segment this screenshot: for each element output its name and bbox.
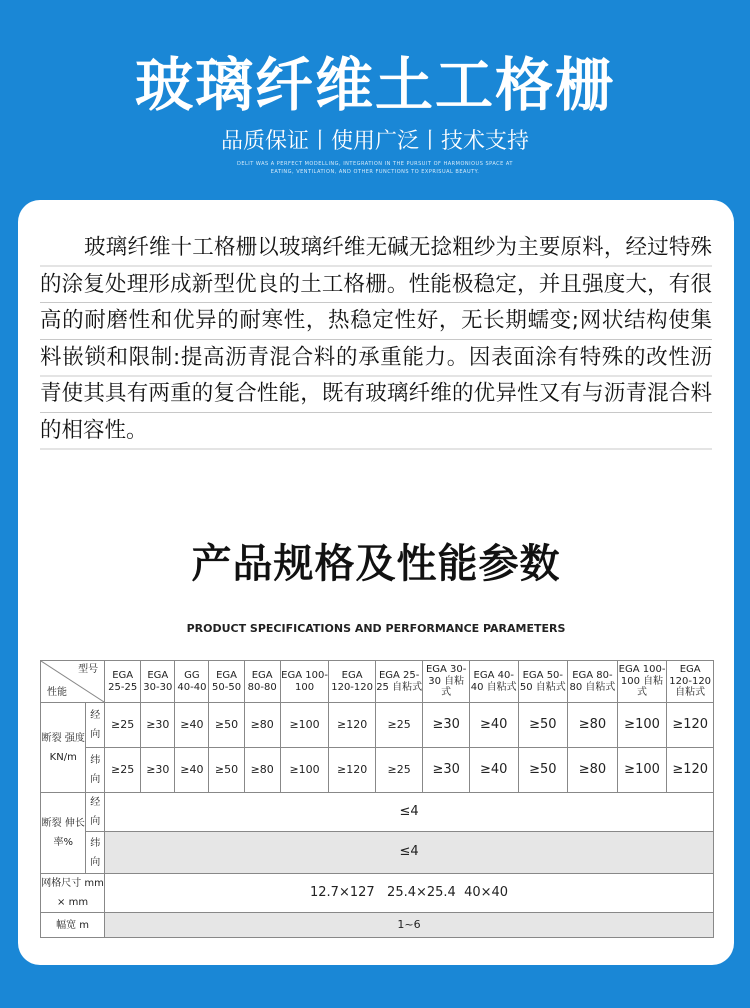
width-label: 幅宽 m	[41, 913, 105, 938]
strength-label: 断裂 强度 KN/m	[41, 703, 86, 793]
model-header: EGA 120-120	[329, 661, 376, 703]
strength-weft-cell: ≥100	[617, 748, 667, 793]
strength-warp-cell: ≥40	[175, 703, 209, 748]
model-header: EGA 30-30	[141, 661, 175, 703]
model-header: EGA 50-50 自粘式	[518, 661, 568, 703]
corner-cell	[41, 661, 105, 703]
strength-warp-row	[41, 703, 714, 748]
width-value: 1~6	[105, 913, 714, 938]
strength-weft-cell: ≥100	[280, 748, 329, 793]
elongation-warp-value: ≤4	[105, 793, 714, 832]
model-header: EGA 25-25	[105, 661, 141, 703]
page-title: 玻璃纤维土工格栅	[134, 51, 615, 119]
width-row	[41, 913, 714, 938]
strength-weft-cell: ≥30	[423, 748, 470, 793]
strength-weft-cell: ≥40	[469, 748, 518, 793]
strength-weft-cell: ≥120	[329, 748, 376, 793]
model-header: EGA 120-120 自粘式	[667, 661, 714, 703]
strength-warp-cell: ≥50	[209, 703, 244, 748]
spec-table	[40, 660, 714, 938]
elongation-label: 断裂 伸长 率%	[41, 793, 86, 874]
fine-print-line-1: DELIT WAS A PERFECT MODELLING, INTEGRATION IN THE PURSUIT OF HARMONIOUS SPACE AT	[237, 161, 513, 167]
spec-subtitle: PRODUCT SPECIFICATIONS AND PERFORMANCE PARAMETERS	[186, 622, 566, 635]
strength-warp-cell: ≥80	[568, 703, 618, 748]
strength-weft-cell: ≥80	[244, 748, 280, 793]
strength-weft-row	[41, 748, 714, 793]
strength-weft-cell: ≥40	[175, 748, 209, 793]
strength-warp-cell: ≥120	[667, 703, 714, 748]
strength-warp-cell: ≥50	[518, 703, 568, 748]
model-header: GG 40-40	[175, 661, 209, 703]
table-header-row	[41, 661, 714, 703]
model-header: EGA 40-40 自粘式	[469, 661, 518, 703]
strength-weft-cell: ≥50	[209, 748, 244, 793]
model-header: EGA 80-80	[244, 661, 280, 703]
strength-warp-cell: ≥25	[105, 703, 141, 748]
corner-model-label: 型号	[78, 664, 99, 675]
strength-weft-cell: ≥30	[141, 748, 175, 793]
mesh-value: 12.7×127 25.4×25.4 40×40	[105, 874, 714, 913]
strength-warp-cell: ≥30	[423, 703, 470, 748]
strength-weft-cell: ≥25	[105, 748, 141, 793]
model-header: EGA 100-100	[280, 661, 329, 703]
corner-perf-label: 性能	[47, 686, 67, 698]
strength-warp-cell: ≥100	[280, 703, 329, 748]
strength-warp-cell: ≥25	[375, 703, 423, 748]
elongation-warp-row	[41, 793, 714, 832]
strength-weft-cell: ≥120	[667, 748, 714, 793]
weft-label: 纬 向	[86, 748, 105, 793]
intro-paragraph: 玻璃纤维十工格栅以玻璃纤维无碱无捻粗纱为主要原料，经过特殊的涂复处理形成新型优良的土工格栅。性能极稳定，并且强度大，有很高的耐磨性和优异的耐寒性，热稳定性好，无长期蠕变;网状结构使集料嵌锁和限制:提高沥青混合料的承重能力。因表面涂有特殊的改性沥青使其具有两重的复合性能，既有玻璃纤维的优异性又有与沥青混合料的相容性。	[40, 230, 712, 450]
strength-warp-cell: ≥120	[329, 703, 376, 748]
elongation-weft-row	[41, 832, 714, 874]
model-header: EGA 30-30 自粘式	[423, 661, 470, 703]
strength-warp-cell: ≥30	[141, 703, 175, 748]
strength-warp-cell: ≥100	[617, 703, 667, 748]
model-header: EGA 25-25 自粘式	[375, 661, 423, 703]
model-header: EGA 100-100 自粘式	[617, 661, 667, 703]
model-header: EGA 80-80 自粘式	[568, 661, 618, 703]
strength-warp-cell: ≥40	[469, 703, 518, 748]
spec-title: 产品规格及性能参数	[191, 541, 561, 587]
model-header: EGA 50-50	[209, 661, 244, 703]
strength-weft-cell: ≥80	[568, 748, 618, 793]
strength-weft-cell: ≥50	[518, 748, 568, 793]
warp-label: 经 向	[86, 793, 105, 832]
mesh-row	[41, 874, 714, 913]
weft-label: 纬 向	[86, 832, 105, 874]
strength-weft-cell: ≥25	[375, 748, 423, 793]
mesh-label: 网格尺寸 mm × mm	[41, 874, 105, 913]
fine-print-line-2: EATING, VENTILATION, AND OTHER FUNCTIONS TO EXPRISUAL BEAUTY.	[270, 169, 480, 175]
elongation-weft-value: ≤4	[105, 832, 714, 874]
header	[0, 0, 750, 200]
strength-warp-cell: ≥80	[244, 703, 280, 748]
tagline: 品质保证丨使用广泛丨技术支持	[220, 129, 529, 154]
content-card	[18, 200, 734, 965]
warp-label: 经 向	[86, 703, 105, 748]
